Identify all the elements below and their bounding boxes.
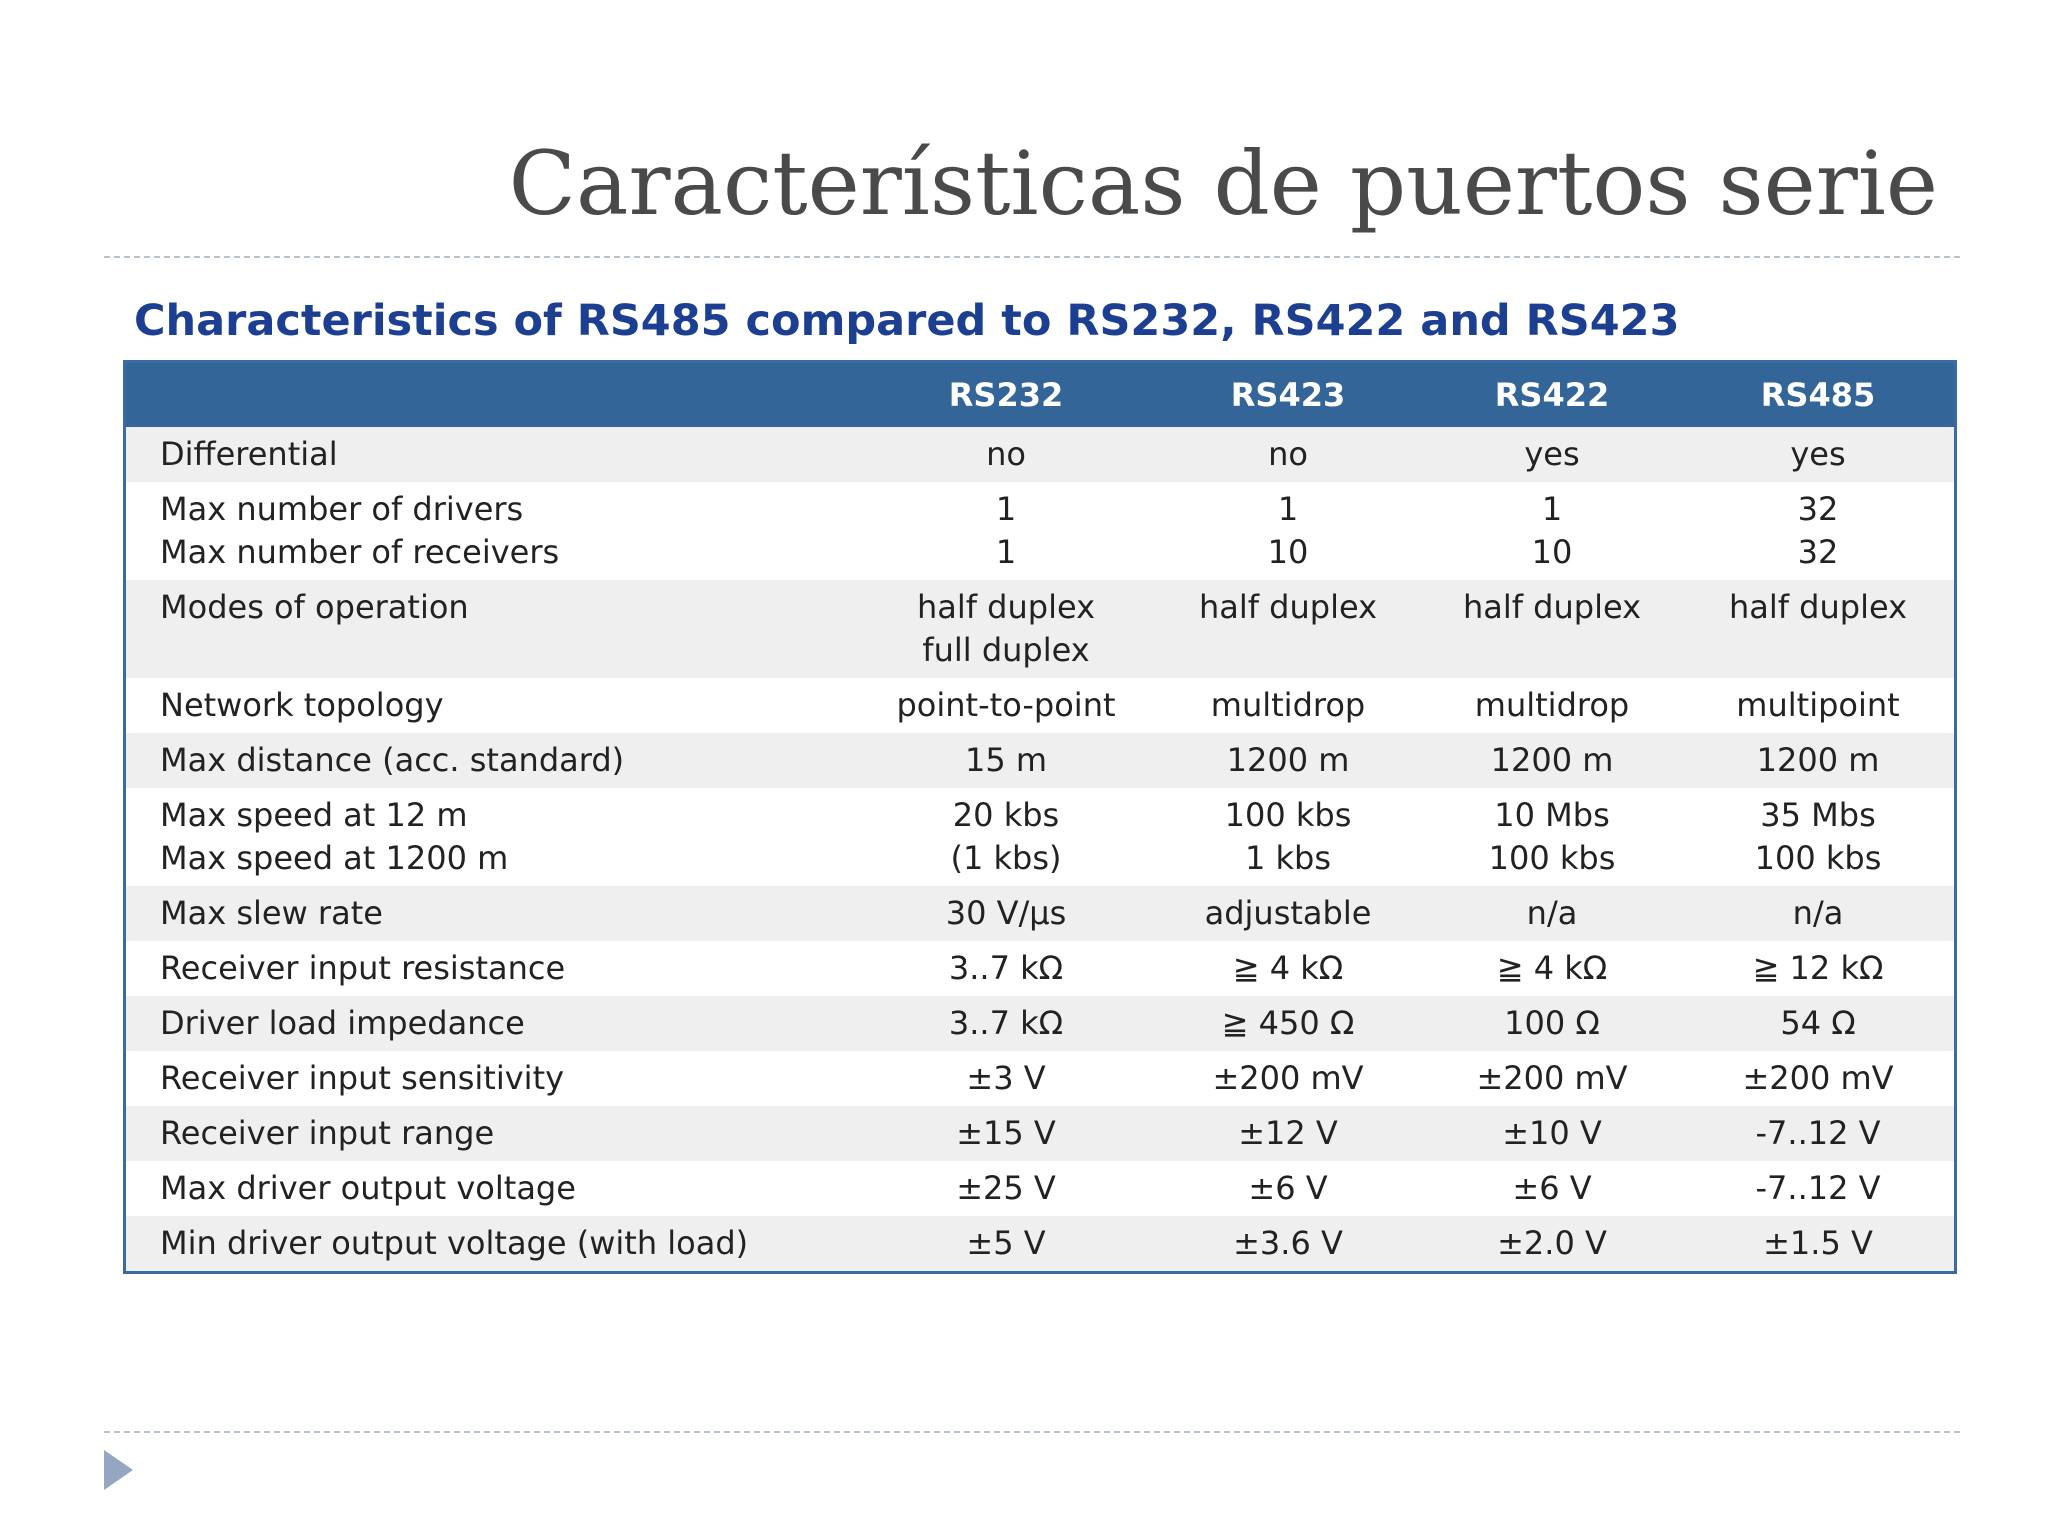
cell-rs485 xyxy=(1682,886,1954,941)
cell-value: 3..7 kΩ xyxy=(948,1004,1064,1042)
table-header-row xyxy=(126,363,1954,427)
cell-value: yes xyxy=(1524,435,1580,473)
cell-rs485 xyxy=(1682,733,1954,788)
cell-value: multidrop xyxy=(1210,686,1366,724)
cell-rs232 xyxy=(858,1106,1154,1161)
header-rs485: RS485 xyxy=(1682,363,1954,427)
cell-value: ±6 V xyxy=(1248,1169,1328,1207)
row-label xyxy=(126,1051,858,1106)
cell-value: ±6 V xyxy=(1512,1169,1592,1207)
header-rs423: RS423 xyxy=(1154,363,1422,427)
header-blank xyxy=(126,363,858,427)
cell-rs422 xyxy=(1422,1216,1682,1271)
cell-value: 20 kbs xyxy=(952,796,1060,834)
cell-rs485 xyxy=(1682,1106,1954,1161)
cell-value: half duplex xyxy=(1462,588,1642,626)
cell-rs232 xyxy=(858,1161,1154,1216)
cell-value: 10 xyxy=(1531,533,1573,571)
cell-rs422 xyxy=(1422,996,1682,1051)
cell-value: -7..12 V xyxy=(1755,1114,1881,1152)
header-rs422: RS422 xyxy=(1422,363,1682,427)
cell-rs422 xyxy=(1422,482,1682,580)
table-row xyxy=(126,678,1954,733)
row-label xyxy=(126,886,858,941)
cell-rs422 xyxy=(1422,427,1682,482)
cell-rs232 xyxy=(858,1051,1154,1106)
cell-rs423 xyxy=(1154,941,1422,996)
cell-value: ±3.6 V xyxy=(1233,1224,1343,1262)
cell-value: n/a xyxy=(1792,894,1844,932)
cell-rs423 xyxy=(1154,482,1422,580)
cell-rs423 xyxy=(1154,733,1422,788)
cell-value: 32 xyxy=(1797,533,1839,571)
row-label xyxy=(126,941,858,996)
row-label-line: Network topology xyxy=(160,686,444,724)
row-label-line: Max distance (acc. standard) xyxy=(160,741,625,779)
cell-value: 100 kbs xyxy=(1488,839,1616,877)
cell-value: multidrop xyxy=(1474,686,1630,724)
cell-rs485 xyxy=(1682,482,1954,580)
cell-rs485 xyxy=(1682,580,1954,678)
table-row xyxy=(126,733,1954,788)
row-label-line: Max speed at 1200 m xyxy=(160,839,509,877)
cell-rs423 xyxy=(1154,1106,1422,1161)
slide-title: Características de puertos serie xyxy=(508,132,1938,235)
cell-value: 1 xyxy=(1541,490,1563,528)
cell-rs422 xyxy=(1422,1106,1682,1161)
cell-value: 1 xyxy=(1277,490,1299,528)
table-row xyxy=(126,1106,1954,1161)
cell-rs485 xyxy=(1682,1161,1954,1216)
table-row xyxy=(126,1216,1954,1271)
cell-value: 1 xyxy=(995,490,1017,528)
cell-rs232 xyxy=(858,580,1154,678)
row-label xyxy=(126,996,858,1051)
row-label xyxy=(126,580,858,678)
row-label xyxy=(126,482,858,580)
cell-rs232 xyxy=(858,1216,1154,1271)
cell-value: 1200 m xyxy=(1226,741,1350,779)
cell-rs485 xyxy=(1682,427,1954,482)
cell-value: no xyxy=(986,435,1026,473)
cell-value: ±10 V xyxy=(1502,1114,1602,1152)
cell-value: ±200 mV xyxy=(1212,1059,1364,1097)
cell-rs422 xyxy=(1422,1051,1682,1106)
cell-rs423 xyxy=(1154,788,1422,886)
cell-value: ±200 mV xyxy=(1742,1059,1894,1097)
cell-rs422 xyxy=(1422,886,1682,941)
cell-rs423 xyxy=(1154,1051,1422,1106)
cell-rs232 xyxy=(858,678,1154,733)
comparison-table xyxy=(123,360,1957,1274)
cell-value: point-to-point xyxy=(896,686,1116,724)
cell-value: ±3 V xyxy=(966,1059,1046,1097)
cell-rs485 xyxy=(1682,941,1954,996)
row-label xyxy=(126,678,858,733)
cell-rs423 xyxy=(1154,1216,1422,1271)
cell-value: ±5 V xyxy=(966,1224,1046,1262)
row-label xyxy=(126,1161,858,1216)
header-rs232: RS232 xyxy=(858,363,1154,427)
top-divider xyxy=(104,256,1960,258)
cell-value: 30 V/μs xyxy=(945,894,1067,932)
cell-value: ±25 V xyxy=(956,1169,1056,1207)
cell-value: 1 xyxy=(995,533,1017,571)
cell-rs485 xyxy=(1682,678,1954,733)
cell-value: ±12 V xyxy=(1238,1114,1338,1152)
cell-rs423 xyxy=(1154,427,1422,482)
cell-value: ±1.5 V xyxy=(1763,1224,1873,1262)
table-row xyxy=(126,1161,1954,1216)
cell-rs485 xyxy=(1682,788,1954,886)
cell-value: n/a xyxy=(1526,894,1578,932)
cell-rs232 xyxy=(858,482,1154,580)
cell-value: ≧ 4 kΩ xyxy=(1232,949,1344,987)
row-label-line: Receiver input range xyxy=(160,1114,495,1152)
cell-value: 100 Ω xyxy=(1504,1004,1600,1042)
cell-value: 1200 m xyxy=(1756,741,1880,779)
cell-value: 1200 m xyxy=(1490,741,1614,779)
cell-value: 10 xyxy=(1267,533,1309,571)
table-row xyxy=(126,941,1954,996)
row-label-line: Max speed at 12 m xyxy=(160,796,468,834)
cell-value: ≧ 450 Ω xyxy=(1221,1004,1355,1042)
cell-rs232 xyxy=(858,733,1154,788)
cell-value: 35 Mbs xyxy=(1760,796,1876,834)
row-label xyxy=(126,733,858,788)
cell-rs232 xyxy=(858,941,1154,996)
cell-value: 1 kbs xyxy=(1244,839,1332,877)
cell-rs423 xyxy=(1154,996,1422,1051)
cell-rs422 xyxy=(1422,788,1682,886)
cell-value: (1 kbs) xyxy=(950,839,1062,877)
table-row xyxy=(126,580,1954,678)
cell-value: 10 Mbs xyxy=(1494,796,1610,834)
cell-rs422 xyxy=(1422,678,1682,733)
row-label xyxy=(126,788,858,886)
cell-rs485 xyxy=(1682,1051,1954,1106)
cell-rs422 xyxy=(1422,580,1682,678)
row-label xyxy=(126,1216,858,1271)
row-label-line: Max number of receivers xyxy=(160,533,560,571)
cell-value: no xyxy=(1268,435,1308,473)
cell-rs423 xyxy=(1154,886,1422,941)
cell-value: ±200 mV xyxy=(1476,1059,1628,1097)
cell-value: half duplex xyxy=(1198,588,1378,626)
cell-value: ±2.0 V xyxy=(1497,1224,1607,1262)
cell-rs485 xyxy=(1682,996,1954,1051)
cell-value: 54 Ω xyxy=(1780,1004,1856,1042)
cell-value: multipoint xyxy=(1736,686,1900,724)
row-label-line: Max slew rate xyxy=(160,894,383,932)
cell-rs232 xyxy=(858,996,1154,1051)
cell-value: 100 kbs xyxy=(1224,796,1352,834)
cell-value: adjustable xyxy=(1204,894,1372,932)
table-row xyxy=(126,427,1954,482)
table-caption: Characteristics of RS485 compared to RS232, RS422 and RS423 xyxy=(134,296,1680,346)
row-label-line: Receiver input resistance xyxy=(160,949,566,987)
cell-rs423 xyxy=(1154,678,1422,733)
row-label xyxy=(126,427,858,482)
row-label-line: Min driver output voltage (with load) xyxy=(160,1224,749,1262)
cell-value: half duplex xyxy=(1728,588,1908,626)
cell-value: ±15 V xyxy=(956,1114,1056,1152)
cell-value: ≧ 4 kΩ xyxy=(1496,949,1608,987)
cell-value: 32 xyxy=(1797,490,1839,528)
row-label-line: Driver load impedance xyxy=(160,1004,525,1042)
table-row xyxy=(126,1051,1954,1106)
cell-rs423 xyxy=(1154,1161,1422,1216)
table-row xyxy=(126,482,1954,580)
cell-rs422 xyxy=(1422,733,1682,788)
cell-rs422 xyxy=(1422,941,1682,996)
table-row xyxy=(126,788,1954,886)
table-row xyxy=(126,996,1954,1051)
cell-value: ≧ 12 kΩ xyxy=(1752,949,1884,987)
cell-value: 15 m xyxy=(964,741,1048,779)
row-label-line: Differential xyxy=(160,435,338,473)
cell-rs485 xyxy=(1682,1216,1954,1271)
table-row xyxy=(126,886,1954,941)
slide-bullet-icon xyxy=(104,1450,133,1490)
row-label-line: Max driver output voltage xyxy=(160,1169,576,1207)
cell-rs422 xyxy=(1422,1161,1682,1216)
cell-rs232 xyxy=(858,886,1154,941)
row-label xyxy=(126,1106,858,1161)
cell-value: -7..12 V xyxy=(1755,1169,1881,1207)
cell-value: full duplex xyxy=(922,631,1090,669)
row-label-line: Receiver input sensitivity xyxy=(160,1059,565,1097)
cell-value: 3..7 kΩ xyxy=(948,949,1064,987)
bottom-divider xyxy=(104,1431,1960,1433)
cell-value: yes xyxy=(1790,435,1846,473)
cell-rs423 xyxy=(1154,580,1422,678)
cell-rs232 xyxy=(858,788,1154,886)
cell-value: half duplex xyxy=(916,588,1096,626)
cell-rs232 xyxy=(858,427,1154,482)
row-label-line: Max number of drivers xyxy=(160,490,524,528)
cell-value: 100 kbs xyxy=(1754,839,1882,877)
row-label-line: Modes of operation xyxy=(160,588,469,626)
